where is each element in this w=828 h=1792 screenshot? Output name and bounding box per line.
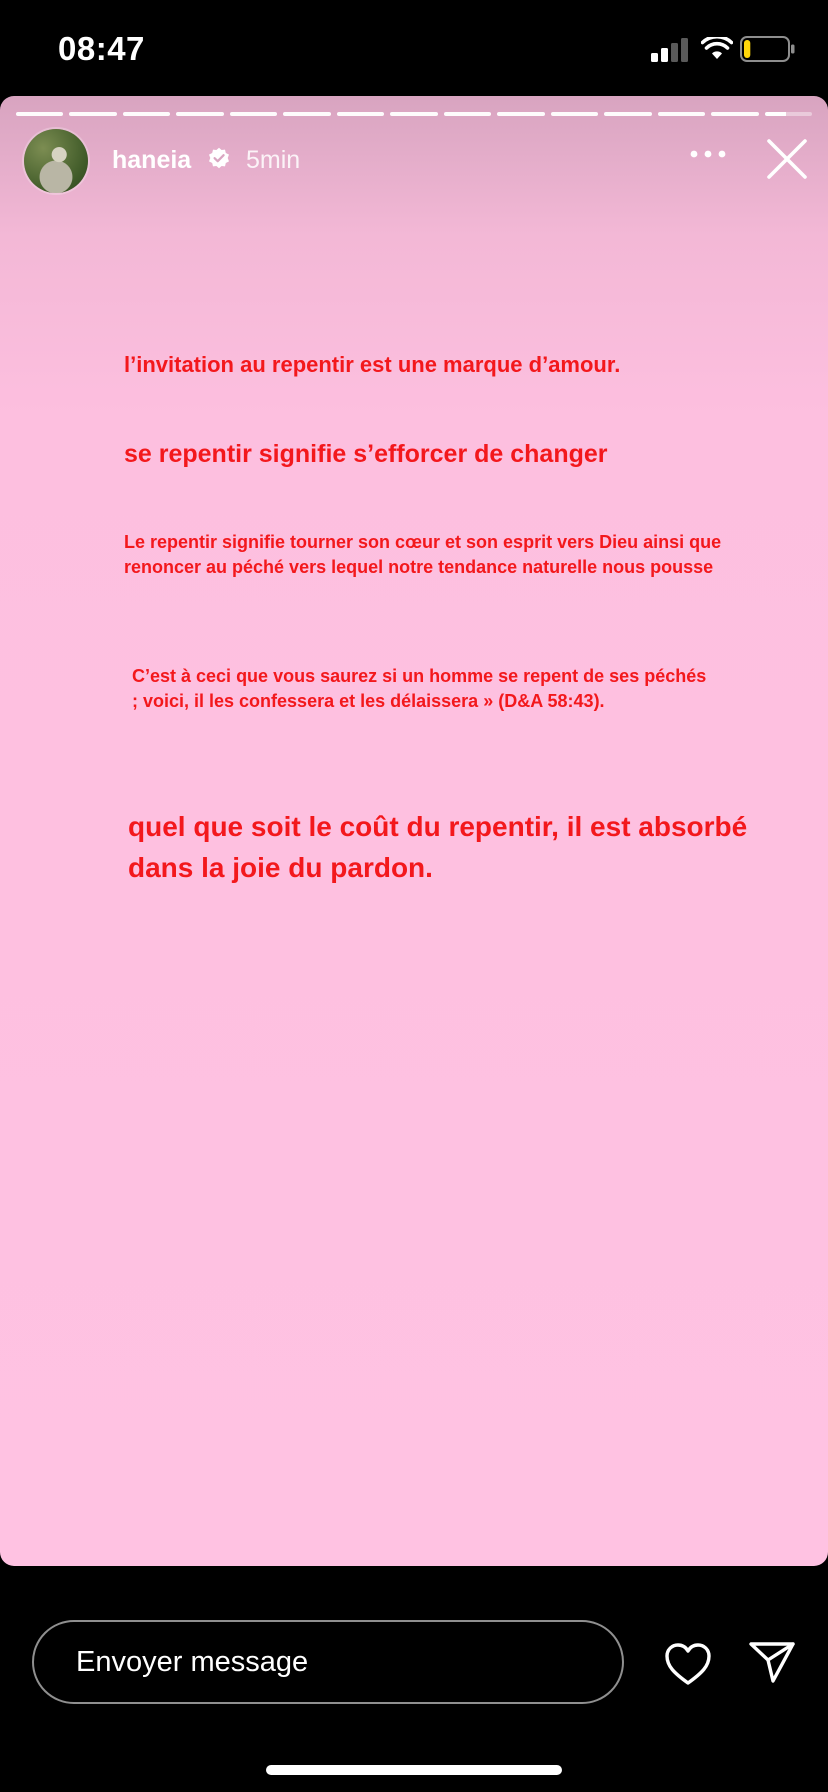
home-indicator[interactable] — [266, 1765, 562, 1775]
story-text-line-3: Le repentir signifie tourner son cœur et son esprit vers Dieu ainsi que renoncer au péché vers lequel notre tendance naturelle nous pousse — [124, 532, 722, 577]
story-text-line-2: se repentir signifie s’efforcer de changer — [124, 440, 608, 468]
progress-segment — [765, 112, 812, 116]
message-input[interactable] — [32, 1620, 624, 1704]
progress-segment — [16, 112, 63, 116]
progress-segment — [444, 112, 491, 116]
progress-segment — [69, 112, 116, 116]
more-options-icon[interactable] — [690, 148, 726, 160]
progress-segment — [390, 112, 437, 116]
story-progress-bar — [16, 112, 812, 116]
progress-segment — [604, 112, 651, 116]
progress-segment — [283, 112, 330, 116]
progress-segment — [658, 112, 705, 116]
story-username[interactable]: haneia — [112, 146, 192, 174]
progress-segment — [123, 112, 170, 116]
heart-icon[interactable] — [664, 1642, 712, 1686]
progress-segment — [176, 112, 223, 116]
status-time: 08:47 — [58, 30, 145, 67]
signal-icon — [651, 38, 691, 62]
send-icon[interactable] — [748, 1640, 796, 1684]
status-bar — [0, 0, 828, 96]
battery-icon — [740, 36, 796, 62]
avatar[interactable] — [24, 129, 88, 193]
progress-segment — [551, 112, 598, 116]
progress-segment — [497, 112, 544, 116]
verified-badge-icon — [208, 147, 230, 169]
story-text-line-1: l’invitation au repentir est une marque d’amour. — [124, 352, 621, 377]
close-icon[interactable] — [766, 138, 808, 180]
progress-segment — [711, 112, 758, 116]
story-text-line-4: C’est à ceci que vous saurez si un homme se repent de ses péchés ; voici, il les confessera et les délaissera » (D&A 58:43). — [132, 666, 707, 711]
story-time-ago: 5min — [246, 146, 301, 174]
wifi-icon — [701, 37, 733, 61]
story-header — [0, 126, 828, 196]
progress-segment — [230, 112, 277, 116]
progress-segment — [337, 112, 384, 116]
story-text-line-5: quel que soit le coût du repentir, il est absorbé dans la joie du pardon. — [128, 811, 748, 883]
message-placeholder: Envoyer message — [76, 1645, 309, 1678]
bottom-bar — [0, 1566, 828, 1792]
story-content[interactable] — [0, 96, 828, 1566]
